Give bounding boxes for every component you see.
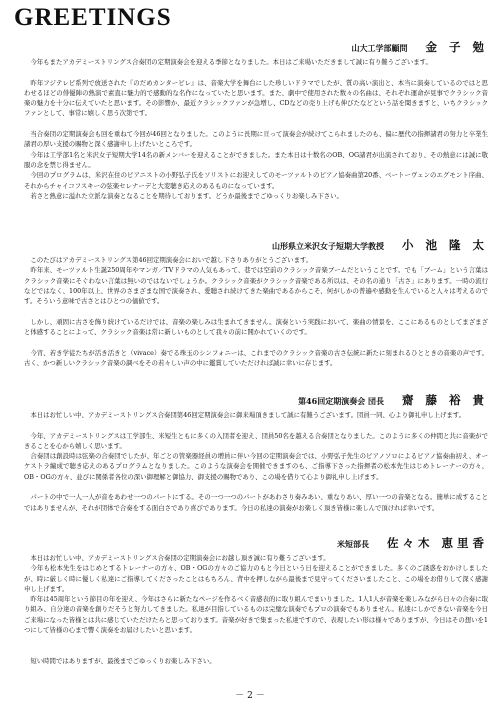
paragraph: 昨年来、モーツァルト生誕250周年やマンガ／TVドラマの人気もあって、巷では空前のクラシック音楽ブームだということです。でも「ブーム」という言葉はクラシック音楽にそぐわない言葉は無いのではないでしょうか。クラシック音楽がクラシック音楽である所以は、その名の通り「古さ」にあります。一時の流行などではなく、100年以上、世界のさまざまな国で演奏され、愛聴され続けてきた楽曲であるからこそ、何がしかの普遍や感動を生んでいると人々は考えるのです。そういう意味で古さとはひとつの価値です。 [24, 266, 488, 306]
paragraph: 今回のプログラムは、米沢在住のピアニストの小野弘子氏をソリストにお迎えしてのモーツァルトのピアノ協奏曲第20番、ベートーヴェンのエグモント序曲、それからチャイコフスキーの弦楽セレナーデと大変聴き応えのあるものになっています。 [24, 171, 488, 190]
greeting-body [24, 255, 488, 379]
signature [24, 535, 488, 551]
author-name: 小 池 隆 太 [401, 238, 488, 252]
paragraph: しかし、頑固に古さを飾り続けているだけでは、音楽の楽しみは生まれてきません。演奏という実践において、楽曲の情景を、ここにあるものとしてまざまざと体感することによって、クラシック音楽は常に新しいものとして我々の前に開かれていくのです。 [24, 317, 488, 337]
paragraph: パートの中で一人一人が音をあわせ一つのパートにする。その一つ一つのパートがあわさり奏みあい、重なりあい、厚い一つの音楽となる。簡単に成することではありませんが、それが団体で合奏をする面白さであり喜びであります。今日の私達の演奏がお楽しく頂き皆様に楽しんで頂ければ幸いです。 [24, 493, 488, 512]
author-name: 金 子 勉 [425, 40, 488, 54]
paragraph: 若さと熱意に溢れた立派な演奏となることを期待しております。どうか最後までごゆっくりお楽しみ下さい。 [30, 191, 343, 200]
affiliation: 米短部長 [336, 539, 369, 549]
signature [24, 39, 488, 55]
paragraph: 今年もまたアカデミーストリングス合奏団の定期演奏会を迎える季節となりました。本日はご来場いただきまして誠に有り難うございます。 [30, 58, 432, 66]
paragraph: このたびはアカデミーストリングス第46回定期演奏会においで越し下さりありがとうございます。 [30, 256, 313, 264]
paragraph: 今宵、若き学徒たちが活き活きと（vivace）奏でる珠玉のシンフォニーは、これまでのクラシック音楽の古さ伝統に新たに刻まれるひとときの音楽の声です。古く、かつ新しいクラシック音楽の調べをその若々しい声の中に鑑賞していただければ誠に幸いに存じます。 [24, 348, 488, 367]
page-number: － 2 － [235, 691, 265, 701]
author-name: 齋 藤 裕 貴 [401, 393, 488, 407]
paragraph: 短い時間ではありますが、最後までごゆっくりお楽しみ下さい。 [30, 656, 216, 665]
paragraph: 今年は工学部1名と米沢女子短期大学14名の新メンバーを迎えることができました。また本日は十数名のOB、OG諸君が出演されており、その熱意には誠に敬服の念を禁じ得ません。 [24, 150, 488, 169]
paragraph: 当合奏団の定期演奏会も回を重ねて今回が46回となりました。このように長期に亘って演奏会が続けてこられましたのも、偏に歴代の指揮諸君の努力と卒業生諸君の厚い支援の賜物と深く感謝申し上げたいところです。 [24, 130, 488, 149]
paragraph: 今年、アカデミーストリングスは工学部生、米短生ともに多くの入団者を迎え、団員50名を越える合奏団となりました。このように多くの仲間と共に音楽ができることを心から嬉しく思います。 [24, 431, 488, 450]
greeting-section-2 [24, 237, 488, 379]
paragraph: 本日はお忙しい中、アカデミーストリングス合奏団の定期演奏会にお越し頂き誠に有り難うございます。 [30, 554, 330, 562]
paragraph: 昨年フジテレビ系列で放送された『のだめカンタービレ』は、音楽大学を舞台にした珍しいドラマでしたが、質の高い演出と、本当に演奏しているのではと思わせるほどの俳優陣の熱演で素直に魅力的で感動的な名作になっていたと思います。また、劇中で使用された数々の名曲は、それぞれ運命が見事でクラシック音楽の魅力を十分に伝えていたと思います。その影響か、最近クラシックファンが急増し、CDなどの売り上げも伸びたなどという話を聞きますと、いちクラシックファンとして、事常に嬉しく思う次第です。 [24, 78, 488, 118]
signature [24, 392, 488, 408]
greeting-body [24, 57, 488, 201]
paragraph: 昨年は45周年という節目の年を迎え、今年はさらに新たなページを作るべく音感表的に取り組んでまいりました。1人1人が音楽を楽しみながら日々の合奏に取り組み、自分達の音楽を創りだそうと努力してきました。私達が目指しているものは完璧な演奏でもプロの演奏でもありません。私達にしかできない音楽を今日ご来場になった皆様とは共に感じていただけたらと思っております。音楽が好きで集まった私達ですので、表現したい形は様々でありますが、今日はその想いを1つにして皆様の心まで響く演奏をお届けしたいと思います。 [24, 595, 488, 635]
affiliation: 山大工学部顧問 [351, 43, 408, 53]
author-name: 佐々木 恵里香 [386, 536, 488, 550]
greeting-section-3 [24, 392, 488, 523]
greeting-section-1 [24, 39, 488, 201]
greeting-body [24, 410, 488, 523]
paragraph: 本日はお忙しい中、アカデミーストリングス合奏団第46回定期演奏会に御来場頂きまして誠に有難うございます。団員一同、心より御礼申し上げます。 [30, 411, 466, 419]
paragraph: 合奏団は創設時は弦楽の合奏団でしたが、年ごとの管楽器経員の増員に伴い今回の定期演奏会では、小野弘子先生のピアノソロによるピアノ協奏曲初え、オーケストラ編成で聴き応えのあるプログラムとなりました。このような演奏会を開催できますのも、ご指導下さった指揮者の松本先生はじめトレーナーの方々、OB・OGの方々、並びに関係者各位の深い御理解と御協力、御支援の賜物であり、この場を借りて心より御礼申し上げます。 [24, 452, 488, 481]
page-title: GREETINGS [14, 4, 172, 31]
signature [24, 237, 488, 253]
affiliation: 山形県立米沢女子短期大学教授 [271, 241, 384, 251]
greeting-section-4 [24, 535, 488, 666]
paragraph: 今年も松本先生をはじめとするトレーナーの方々、OB・OGの方々のご協力のもと今日という日を迎えることができました。多くのご誘惑をおかけしましたが、時に厳しく時に優しく私達にご指導してくださったことはもちろん、背中を押しながら最後まで見守ってくださいましたこと、この場をお借りして深く感謝申し上げます。 [24, 564, 488, 593]
affiliation: 第46回定期演奏会 団長 [298, 396, 384, 406]
greeting-body [24, 553, 488, 666]
